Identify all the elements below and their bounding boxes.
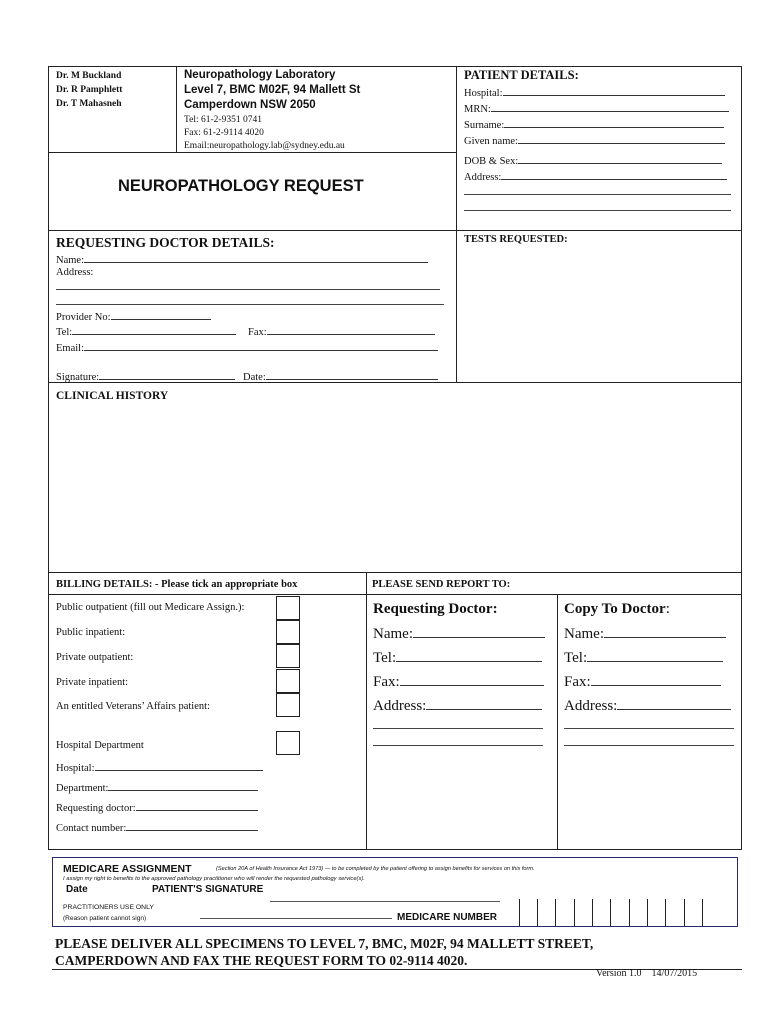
report-requesting-address-line-3 — [373, 745, 543, 746]
medicare-section-note: (Section 20A of Health Insurance Act 1973) — to be completed by the patient offering to assign benefits for services on this form. — [216, 866, 535, 872]
report-copy-address-line-2 — [564, 728, 734, 729]
report-requesting-tel-field[interactable]: Tel: — [373, 649, 542, 667]
billing-option-private-inpatient: Private inpatient: — [56, 677, 129, 688]
divider-mid — [48, 230, 742, 231]
doctor-email-field[interactable]: Email: — [56, 341, 438, 354]
tests-requested-area[interactable] — [458, 248, 738, 378]
lab-address-1: Level 7, BMC M02F, 94 Mallett St — [184, 84, 361, 96]
patient-given-name-field[interactable]: Given name: — [464, 134, 725, 147]
report-copy-address-line-3 — [564, 745, 734, 746]
divider-billing-header — [48, 594, 742, 595]
checkbox-hospital-department[interactable] — [276, 731, 300, 755]
report-copy-address-field[interactable]: Address: — [564, 697, 731, 715]
medicare-signature-label: PATIENT'S SIGNATURE — [152, 884, 264, 895]
doctor-signature-field[interactable]: Signature: — [56, 370, 235, 383]
lab-fax: Fax: 61-2-9114 4020 — [184, 128, 264, 138]
medicare-digit-8[interactable] — [647, 899, 665, 926]
frame-bottom — [48, 849, 742, 850]
doctor-address-field[interactable]: Address: — [56, 267, 94, 278]
medicare-number-label: MEDICARE NUMBER — [397, 912, 497, 923]
report-requesting-name-field[interactable]: Name: — [373, 625, 545, 643]
delivery-instructions — [55, 935, 593, 969]
version-footer: Version 1.0 14/07/2015 — [596, 968, 698, 979]
report-copy-doctor-title — [564, 601, 670, 618]
billing-heading — [56, 579, 297, 590]
doctor-name-field[interactable]: Name: — [56, 253, 428, 266]
medicare-digit-4[interactable] — [574, 899, 592, 926]
requesting-doctor-heading: REQUESTING DOCTOR DETAILS: — [56, 235, 275, 250]
doctor-fax-field[interactable]: Fax: — [248, 325, 435, 338]
doctor-address-line-2 — [56, 289, 440, 290]
medicare-reason-line[interactable] — [200, 918, 392, 919]
medicare-signature-line[interactable] — [270, 901, 500, 902]
billing-hospital-field[interactable]: Hospital: — [56, 761, 263, 774]
patient-dob-sex-field[interactable]: DOB & Sex: — [464, 154, 722, 167]
checkbox-private-inpatient[interactable] — [276, 669, 300, 693]
doctor-2: Dr. R Pamphlett — [56, 85, 123, 95]
billing-option-public-outpatient: Public outpatient (fill out Medicare Assign.): — [56, 602, 245, 613]
patient-mrn-field[interactable]: MRN: — [464, 102, 729, 115]
doctor-address-line-3 — [56, 304, 444, 305]
patient-address-field[interactable]: Address: — [464, 170, 727, 183]
patient-hospital-field[interactable]: Hospital: — [464, 86, 725, 99]
medicare-digit-3[interactable] — [555, 899, 573, 926]
medicare-digit-7[interactable] — [629, 899, 647, 926]
billing-heading-text: BILLING DETAILS: - Please tick an appropriate box — [56, 579, 298, 590]
billing-hospital-department: Hospital Department — [56, 740, 144, 751]
form-title: NEUROPATHOLOGY REQUEST — [118, 177, 364, 195]
report-copy-fax-field[interactable]: Fax: — [564, 673, 721, 691]
divider-doctors-lab — [176, 66, 177, 152]
medicare-digit-6[interactable] — [610, 899, 628, 926]
report-copy-tel-field[interactable]: Tel: — [564, 649, 723, 667]
patient-address-line-3 — [464, 210, 731, 211]
report-copy-name-field[interactable]: Name: — [564, 625, 726, 643]
clinical-history-heading: CLINICAL HISTORY — [56, 390, 169, 402]
frame-right — [741, 66, 742, 850]
delivery-line-2: CAMPERDOWN AND FAX THE REQUEST FORM TO 02-9114 4020. — [55, 953, 468, 968]
doctor-list — [56, 69, 122, 111]
billing-option-public-inpatient: Public inpatient: — [56, 627, 126, 638]
medicare-digit-5[interactable] — [592, 899, 610, 926]
medicare-digit-2[interactable] — [537, 899, 555, 926]
tests-requested-heading: TESTS REQUESTED: — [464, 234, 568, 245]
checkbox-veterans[interactable] — [276, 693, 300, 717]
checkbox-public-inpatient[interactable] — [276, 620, 300, 644]
divider-main-vertical — [456, 66, 457, 382]
clinical-history-area[interactable] — [50, 406, 738, 568]
medicare-digit-1[interactable] — [519, 899, 537, 926]
report-requesting-doctor-title: Requesting Doctor: — [373, 601, 498, 617]
divider-billing-top — [48, 572, 742, 573]
billing-option-private-outpatient: Private outpatient: — [56, 652, 134, 663]
report-copy-doctor-title-text: Copy To Doctor — [564, 601, 666, 617]
billing-option-veterans: An entitled Veterans’ Affairs patient: — [56, 701, 210, 712]
divider-report-copy — [557, 594, 558, 850]
patient-surname-field[interactable]: Surname: — [464, 118, 724, 131]
lab-email: Email:neuropathology.lab@sydney.edu.au — [184, 141, 345, 151]
delivery-line-1: PLEASE DELIVER ALL SPECIMENS TO LEVEL 7, BMC, M02F, 94 MALLETT STREET, — [55, 936, 594, 951]
report-requesting-fax-field[interactable]: Fax: — [373, 673, 544, 691]
medicare-reason-label: (Reason patient cannot sign) — [63, 915, 147, 922]
doctor-provider-field[interactable]: Provider No: — [56, 310, 211, 323]
report-copy-doctor-colon: : — [665, 601, 670, 617]
report-heading: PLEASE SEND REPORT TO: — [372, 579, 511, 590]
billing-requesting-doctor-field[interactable]: Requesting doctor: — [56, 801, 258, 814]
lab-name: Neuropathology Laboratory — [184, 69, 336, 81]
divider-billing-report — [366, 572, 367, 850]
billing-department-field[interactable]: Department: — [56, 781, 258, 794]
doctor-1: Dr. M Buckland — [56, 71, 122, 81]
medicare-title: MEDICARE ASSIGNMENT — [63, 863, 192, 875]
medicare-practitioners-label: PRACTITIONERS USE ONLY — [63, 904, 154, 911]
checkbox-public-outpatient[interactable] — [276, 596, 300, 620]
medicare-assign-text: I assign my right to benefits to the approved pathology practitioner who will render the requested pathology service(s). — [63, 876, 365, 882]
billing-contact-number-field[interactable]: Contact number: — [56, 821, 258, 834]
doctor-3: Dr. T Mahasneh — [56, 99, 122, 109]
medicare-digit-10[interactable] — [684, 899, 702, 926]
patient-address-line-2 — [464, 194, 731, 195]
frame-top — [48, 66, 742, 67]
medicare-date-label: Date — [66, 884, 88, 895]
medicare-digit-9[interactable] — [665, 899, 683, 926]
patient-details-heading: PATIENT DETAILS: — [464, 68, 579, 82]
frame-left — [48, 66, 49, 850]
lab-info — [184, 68, 360, 153]
doctor-date-field[interactable]: Date: — [243, 370, 438, 383]
doctor-tel-field[interactable]: Tel: — [56, 325, 236, 338]
lab-tel: Tel: 61-2-9351 0741 — [184, 115, 262, 125]
report-requesting-address-field[interactable]: Address: — [373, 697, 542, 715]
report-requesting-address-line-2 — [373, 728, 543, 729]
checkbox-private-outpatient[interactable] — [276, 644, 300, 668]
lab-address-2: Camperdown NSW 2050 — [184, 99, 316, 111]
